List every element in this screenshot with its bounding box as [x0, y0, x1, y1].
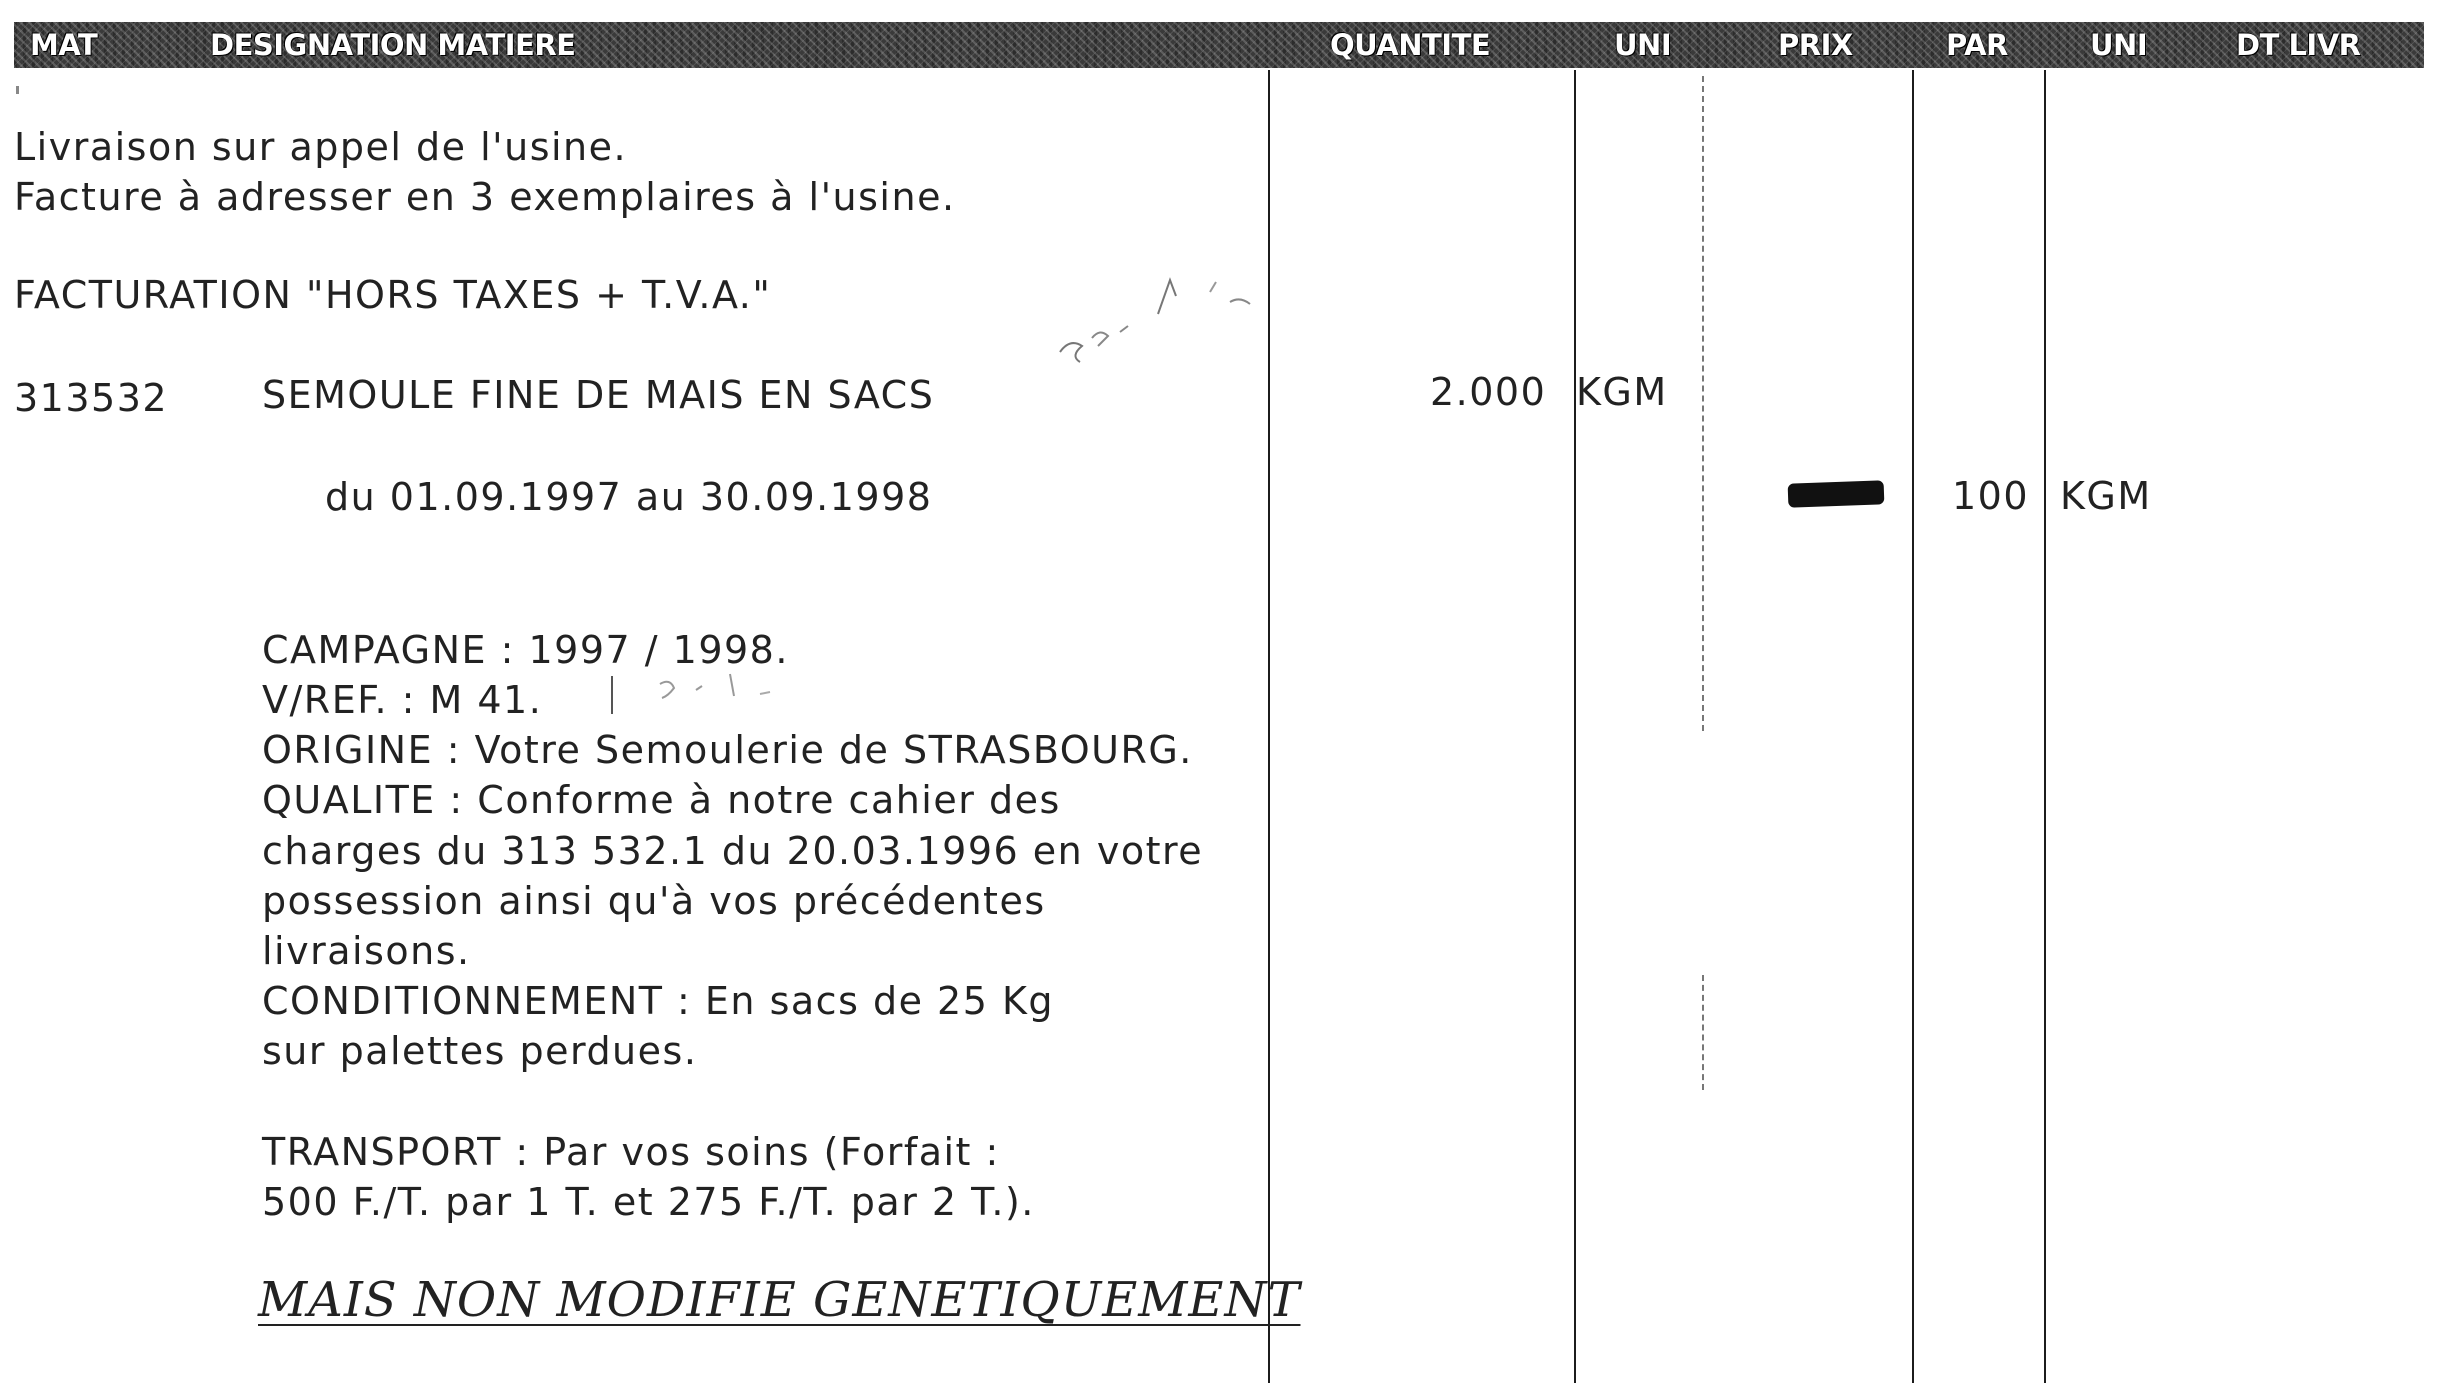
detail-conditionnement-cont: sur palettes perdues.: [262, 1029, 698, 1073]
scan-speck: [16, 86, 19, 94]
gmo-free-note: MAIS NON MODIFIE GENETIQUEMENT: [258, 1272, 1301, 1328]
note-delivery: Livraison sur appel de l'usine.: [14, 125, 628, 169]
item-per: 100: [1952, 474, 2030, 518]
transport-line-1: TRANSPORT : Par vos soins (Forfait :: [262, 1130, 1000, 1174]
item-quantity-unit: KGM: [1576, 370, 1668, 414]
header-dt-livr: DT LIVR: [2236, 28, 2361, 62]
detail-qualite: QUALITE : Conforme à notre cahier des: [262, 778, 1061, 822]
header-unit: UNI: [1614, 28, 1672, 62]
header-mat: MAT: [30, 28, 98, 62]
handwritten-ref-mark: [600, 668, 870, 718]
item-period: du 01.09.1997 au 30.09.1998: [325, 475, 933, 519]
column-divider: [2044, 70, 2046, 1383]
column-divider-dashed: [1702, 76, 1704, 731]
detail-ref: V/REF. : M 41.: [262, 678, 543, 722]
header-quantite: QUANTITE: [1330, 28, 1491, 62]
item-per-unit: KGM: [2060, 474, 2152, 518]
detail-campagne: CAMPAGNE : 1997 / 1998.: [262, 628, 789, 672]
note-billing: FACTURATION "HORS TAXES + T.V.A.": [14, 273, 772, 317]
item-quantity: 2.000: [1430, 370, 1547, 414]
header-unit-2: UNI: [2090, 28, 2148, 62]
detail-qualite-cont: charges du 313 532.1 du 20.03.1996 en votre: [262, 829, 1204, 873]
detail-qualite-cont-3: livraisons.: [262, 929, 471, 973]
note-invoice: Facture à adresser en 3 exemplaires à l'usine.: [14, 175, 956, 219]
transport-line-2: 500 F./T. par 1 T. et 275 F./T. par 2 T.).: [262, 1180, 1035, 1224]
redacted-price: [1788, 480, 1885, 507]
column-divider-dashed: [1702, 975, 1704, 1090]
item-code: 313532: [14, 376, 169, 420]
item-designation: SEMOULE FINE DE MAIS EN SACS: [262, 373, 935, 417]
detail-qualite-cont-2: possession ainsi qu'à vos précédentes: [262, 879, 1046, 923]
column-divider: [1574, 70, 1576, 1383]
detail-origine: ORIGINE : Votre Semoulerie de STRASBOURG.: [262, 728, 1193, 772]
header-par: PAR: [1946, 28, 2008, 62]
detail-conditionnement: CONDITIONNEMENT : En sacs de 25 Kg: [262, 979, 1054, 1023]
header-designation: DESIGNATION MATIERE: [210, 28, 576, 62]
header-prix: PRIX: [1778, 28, 1853, 62]
table-header-bar: [14, 22, 2424, 68]
handwritten-mark: [1040, 262, 1270, 372]
column-divider: [1912, 70, 1914, 1383]
